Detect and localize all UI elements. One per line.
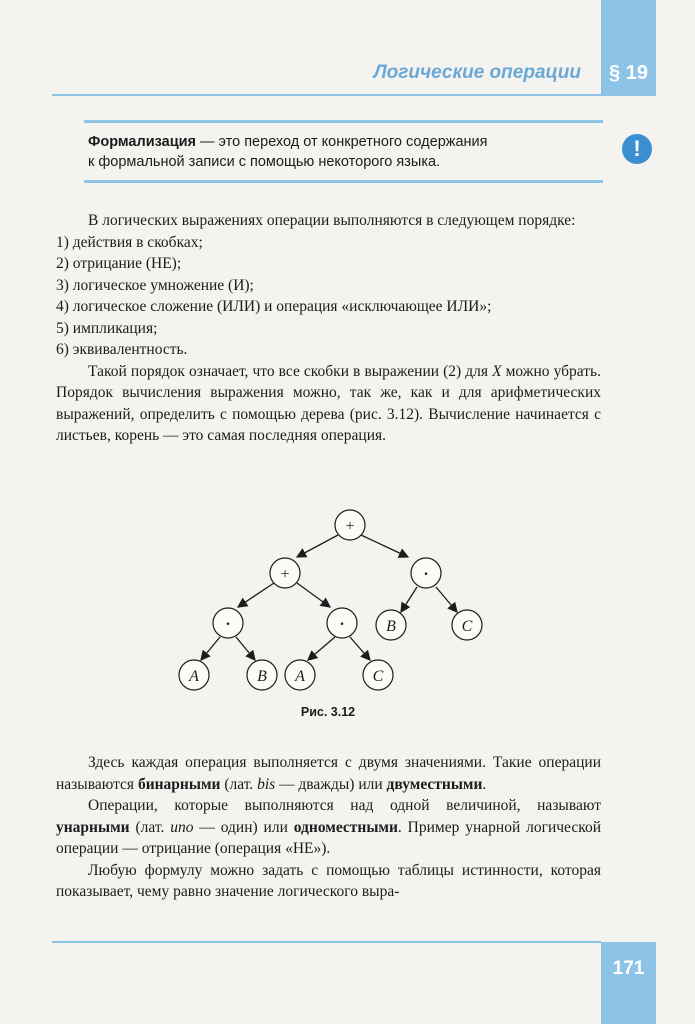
page-number-tab <box>601 942 656 1024</box>
edge <box>297 535 338 557</box>
edge <box>297 583 330 607</box>
op-label: + <box>280 566 290 583</box>
expression-tree <box>170 505 490 700</box>
page-number: 171 <box>612 958 645 979</box>
order-item: 6) эквивалентность. <box>56 341 188 358</box>
order-item: 2) отрицание (НЕ); <box>56 255 182 272</box>
leaf-label: B <box>386 618 396 635</box>
definition-term: Формализация <box>88 134 196 150</box>
definition-bottom-rule <box>84 180 603 183</box>
definition-line2: к формальной записи с помощью некоторого языка. <box>88 154 441 170</box>
definition-text <box>84 123 603 180</box>
leaf-label: C <box>372 668 384 685</box>
tree-nodes <box>179 510 482 690</box>
definition-box <box>84 120 603 183</box>
intro-block <box>56 210 601 447</box>
paragraph-truth-table: Любую формулу можно задать с помощью таблицы истинности, которая показывает, чему равно значение логического выра- <box>56 861 601 900</box>
leaf-label: C <box>461 618 473 635</box>
variable-x: X <box>492 362 502 380</box>
op-label: · <box>339 616 345 633</box>
edge <box>436 587 457 612</box>
paragraph-unary: Операции, которые выполняются над одной величиной, называют унарными (лат. uno — один) или одноместными. Пример унарной логической операции — отрицание (операция «НЕ»). <box>56 797 601 857</box>
order-item: 4) логическое сложение (ИЛИ) и операция «исключающее ИЛИ»; <box>56 298 492 315</box>
leaf-label: A <box>189 668 199 685</box>
latin-word: uno <box>170 818 194 836</box>
edge <box>238 583 274 607</box>
leaf-label: B <box>257 668 267 685</box>
definition-rest: — это переход от конкретного содержания <box>196 134 488 150</box>
edge <box>201 637 220 660</box>
term-two-place: двуместными <box>386 775 483 793</box>
op-label: · <box>225 616 231 633</box>
body-block <box>56 752 601 903</box>
edge <box>361 535 408 557</box>
intro-paragraph: В логических выражениях операции выполняются в следующем порядке: <box>88 212 576 229</box>
edge <box>401 587 417 612</box>
leaf-label: A <box>295 668 305 685</box>
edge <box>236 637 255 660</box>
paragraph-order: Такой порядок означает, что все скобки в выражении (2) для X можно убрать. Порядок вычисления выражения можно, так же, как и для арифметических выражений, определить с помощью дерева (рис. 3.12). Вычисление начинается с листьев, корень — это самая последняя операция. <box>56 362 601 444</box>
header-rule <box>52 94 601 96</box>
term-binary: бинарными <box>137 775 221 793</box>
tree-edges <box>201 535 457 660</box>
root-label: + <box>345 518 355 535</box>
term-unary: унарными <box>56 818 130 836</box>
edge <box>350 637 370 660</box>
section-number: § 19 <box>609 62 648 84</box>
order-item: 3) логическое умножение (И); <box>56 276 254 294</box>
edge <box>308 637 335 660</box>
paragraph-binary: Здесь каждая операция выполняется с двумя значениями. Такие операции называются бинарными (лат. bis — дважды) или двуместными. <box>56 754 601 793</box>
op-label: · <box>423 566 429 583</box>
latin-word: bis <box>257 775 276 793</box>
term-one-place: одноместными <box>293 818 398 836</box>
page-header-title: Логические операции <box>373 62 581 83</box>
exclamation-icon: ! <box>622 134 652 164</box>
figure-caption: Рис. 3.12 <box>300 705 356 719</box>
footer-rule <box>52 941 601 943</box>
order-item: 5) импликация; <box>56 319 158 337</box>
order-item: 1) действия в скобках; <box>56 233 203 251</box>
